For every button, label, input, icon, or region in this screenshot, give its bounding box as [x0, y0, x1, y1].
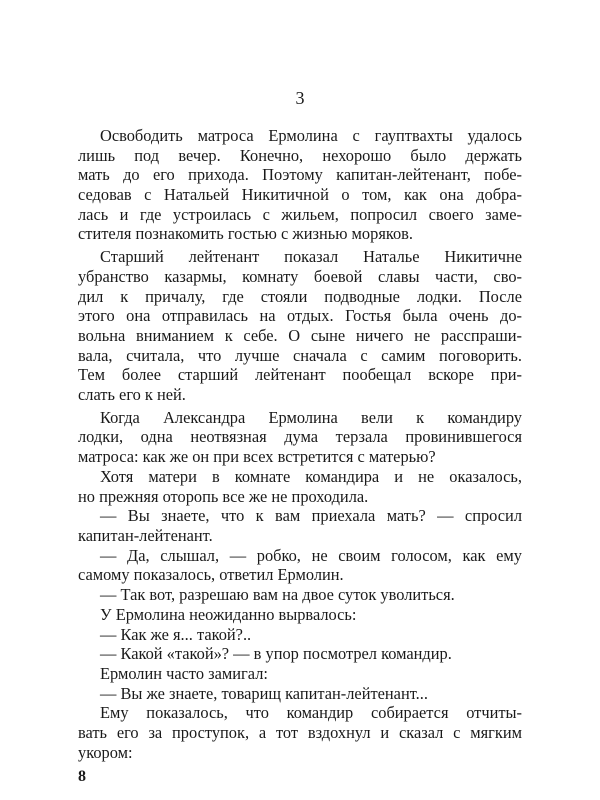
text-line: — Какой «такой»? — в упор посмотрел командир. [100, 644, 452, 663]
chapter-number: 3 [295, 88, 305, 108]
text-line: самому показалось, ответил Ермолин. [78, 565, 344, 584]
text-line: лась и где устроилась с жильем, попросил своего заме- [78, 205, 522, 224]
text-line: — Как же я... такой?.. [100, 625, 252, 644]
text-line: — Да, слышал, — робко, не своим голосом, как ему [100, 546, 522, 565]
text-line: Когда Александра Ермолина вели к командиру [100, 408, 522, 427]
text-line: вать его за проступок, а тот вздохнул и сказал с мягким [78, 723, 522, 742]
text-line: лишь под вечер. Конечно, нехорошо было держать [78, 146, 522, 165]
text-line: лодки, одна неотвязная дума терзала провинившегося [78, 427, 522, 446]
text-line: мать до его прихода. Поэтому капитан-лейтенант, побе- [78, 165, 522, 184]
text-line: Освободить матроса Ермолина с гауптвахты удалось [100, 126, 522, 145]
page-number: 8 [78, 768, 86, 785]
text-line: У Ермолина неожиданно вырвалось: [100, 605, 357, 624]
text-line: — Так вот, разрешаю вам на двое суток уволиться. [100, 585, 455, 604]
text-line: седовав с Натальей Никитичной о том, как она добра- [78, 185, 522, 204]
text-line: вала, считала, что лучше сначала с самим поговорить. [78, 346, 522, 365]
text-line: укором: [78, 743, 133, 762]
text-line: слать его к ней. [78, 385, 186, 404]
text-line: Ермолин часто замигал: [100, 664, 268, 683]
text-line: Ему показалось, что командир собирается отчиты- [100, 703, 522, 722]
text-line: дил к причалу, где стояли подводные лодки. После [78, 287, 522, 306]
text-line: Старший лейтенант показал Наталье Никитичне [100, 247, 522, 266]
text-line: убранство казармы, комнату боевой славы части, сво- [78, 267, 522, 286]
text-line: — Вы знаете, что к вам приехала мать? — спросил [100, 506, 522, 525]
text-line: вольна вниманием к себе. О сыне ничего не расспраши- [78, 326, 522, 345]
text-line: стителя познакомить гостью с жизнью моряков. [78, 224, 414, 243]
text-line: Тем более старший лейтенант пообещал вскоре при- [78, 365, 522, 384]
text-line: капитан-лейтенант. [78, 526, 213, 545]
text-line: этого она отправилась на отдых. Гостья была очень до- [78, 306, 522, 325]
text-line: — Вы же знаете, товарищ капитан-лейтенант... [100, 684, 428, 703]
text-line: но прежняя оторопь все же не проходила. [78, 487, 369, 506]
text-line: Хотя матери в комнате командира и не оказалось, [100, 467, 522, 486]
text-line: матроса: как же он при всех встретится с матерью? [78, 447, 436, 466]
